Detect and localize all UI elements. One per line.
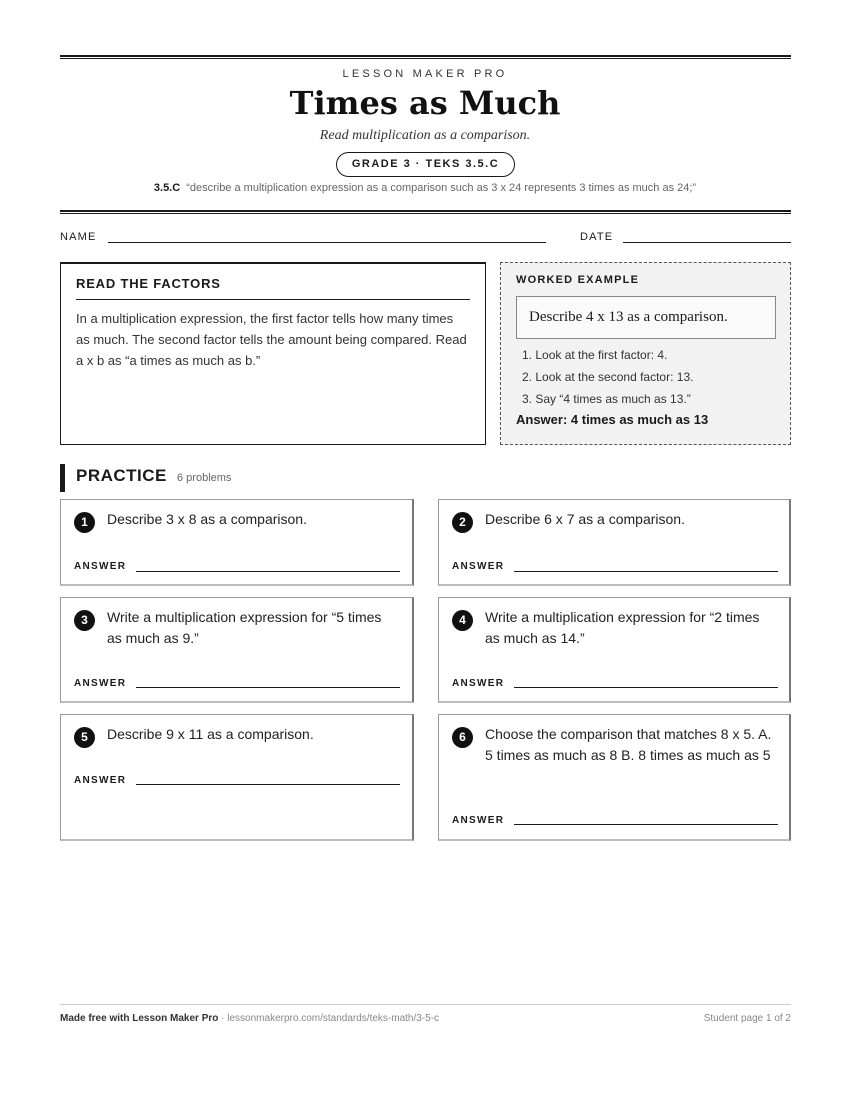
problem-question: Describe 6 x 7 as a comparison.: [485, 511, 685, 527]
answer-label: ANSWER: [452, 561, 505, 572]
worked-example-answer: Answer: 4 times as much as 13: [516, 412, 709, 427]
problem-card-4: [438, 597, 791, 703]
top-rule: [60, 55, 791, 59]
problem-card-3: [60, 597, 414, 703]
page-title: Times as Much: [289, 84, 561, 122]
worked-step: 3. Say “4 times as much as 13.”: [522, 392, 691, 406]
footer-page-number: Student page 1 of 2: [703, 1013, 791, 1024]
worked-step: 2. Look at the second factor: 13.: [522, 370, 694, 384]
problem-number-badge: 1: [74, 512, 95, 533]
footer-made-with: Made free with Lesson Maker Pro: [60, 1013, 219, 1024]
problem-card-5: [60, 714, 414, 841]
problem-number-badge: 3: [74, 610, 95, 631]
standard-description: [0, 182, 850, 194]
read-box-text: In a multiplication expression, the first factor tells how many times as much. The second factor tells the amount being compared. Read a x b as “a times as much as b.”: [76, 311, 467, 368]
problem-question: Write a multiplication expression for “5 times as much as 9.”: [107, 609, 382, 646]
header-bottom-rule: [60, 210, 791, 214]
practice-count: 6 problems: [177, 472, 232, 484]
standard-text: “describe a multiplication expression as a comparison such as 3 x 24 represents 3 times as much as 24;”: [186, 182, 697, 194]
problem-number-badge: 2: [452, 512, 473, 533]
problem-question: Choose the comparison that matches 8 x 5. A. 5 times as much as 8 B. 8 times as much as 5: [485, 726, 772, 763]
footer-divider: [60, 1004, 791, 1005]
answer-field[interactable]: [514, 687, 778, 688]
read-box-heading: READ THE FACTORS: [76, 276, 470, 300]
name-field[interactable]: [108, 242, 546, 243]
problem-number-badge: 5: [74, 727, 95, 748]
read-the-factors-box: [60, 262, 486, 445]
date-field[interactable]: [623, 242, 791, 243]
date-label: DATE: [580, 231, 614, 243]
problem-question: Describe 3 x 8 as a comparison.: [107, 511, 307, 527]
answer-label: ANSWER: [452, 678, 505, 689]
answer-label: ANSWER: [452, 815, 505, 826]
answer-field[interactable]: [136, 687, 400, 688]
problem-number-badge: 4: [452, 610, 473, 631]
problem-card-2: [438, 499, 791, 586]
worked-example-prompt: Describe 4 x 13 as a comparison.: [516, 296, 776, 339]
footer-url[interactable]: · lessonmakerpro.com/standards/teks-math/3-5-c: [218, 1013, 440, 1024]
practice-accent-bar: [60, 464, 65, 492]
problem-card-6: [438, 714, 791, 841]
page-subtitle: Read multiplication as a comparison.: [319, 128, 531, 143]
brand-label: LESSON MAKER PRO: [342, 68, 508, 80]
standard-code: 3.5.C: [153, 182, 181, 194]
answer-label: ANSWER: [74, 678, 127, 689]
problem-question: Write a multiplication expression for “2 times as much as 14.”: [485, 609, 760, 646]
problem-question: Describe 9 x 11 as a comparison.: [107, 726, 314, 742]
footer-credit: [60, 1013, 439, 1024]
answer-field[interactable]: [136, 571, 400, 572]
worked-step: 1. Look at the first factor: 4.: [522, 348, 668, 362]
answer-field[interactable]: [514, 571, 778, 572]
answer-field[interactable]: [136, 784, 400, 785]
worked-example-steps: [516, 344, 775, 410]
worked-example-box: [500, 262, 791, 445]
practice-heading: PRACTICE: [76, 466, 167, 485]
answer-label: ANSWER: [74, 775, 127, 786]
grade-badge: GRADE 3 · TEKS 3.5.C: [336, 152, 515, 177]
problem-card-1: [60, 499, 414, 586]
answer-field[interactable]: [514, 824, 778, 825]
name-label: NAME: [60, 231, 97, 243]
worked-example-heading: WORKED EXAMPLE: [516, 274, 640, 286]
answer-label: ANSWER: [74, 561, 127, 572]
problem-number-badge: 6: [452, 727, 473, 748]
